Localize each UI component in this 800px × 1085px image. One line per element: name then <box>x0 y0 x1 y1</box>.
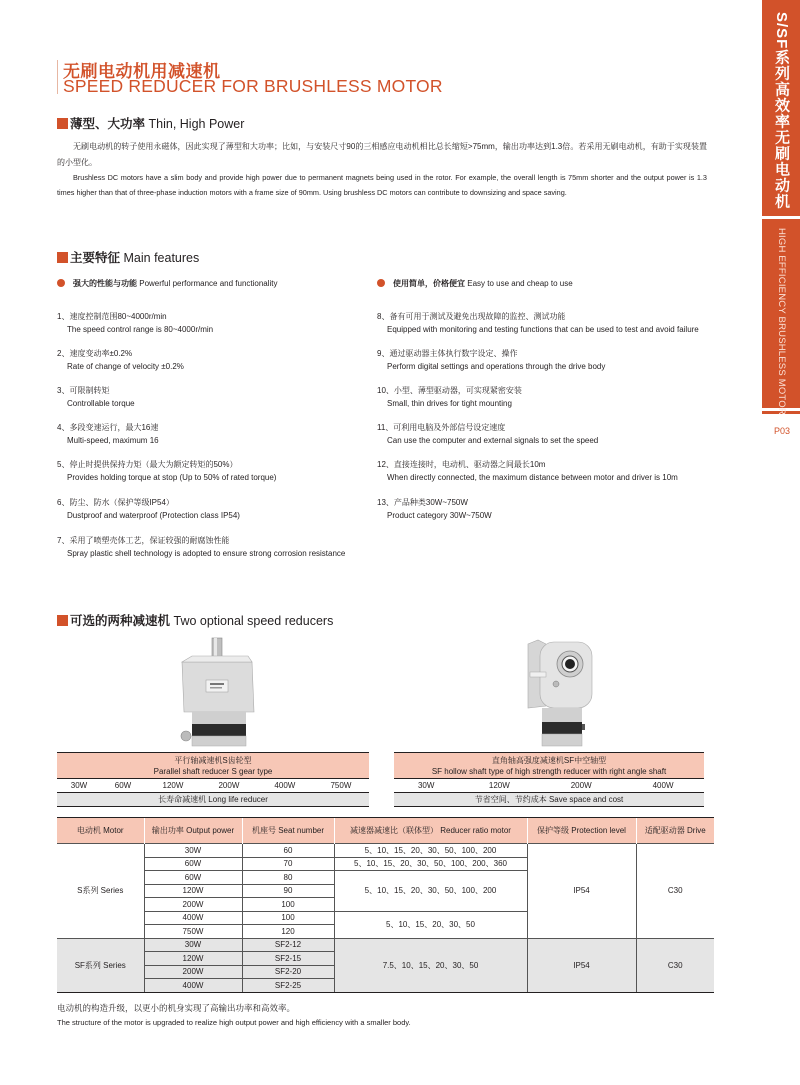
item-cn: 5、停止时提供保持力矩（最大为额定转矩的50%） <box>57 460 238 469</box>
s-type-title-cn: 平行轴减速机S齿轮型 <box>174 756 252 765</box>
power-cell: 750W <box>313 779 369 793</box>
sf-type-title-cn: 直角轴高强度减速机SF中空轴型 <box>491 756 607 765</box>
s-type-title-en: Parallel shaft reducer S gear type <box>153 767 273 776</box>
footer-note-cn: 电动机的构造升级，以更小的机身实现了高输出功率和高效率。 <box>57 1003 296 1013</box>
feature-group-right <box>377 278 573 289</box>
page-title-en: SPEED REDUCER FOR BRUSHLESS MOTOR <box>63 76 443 96</box>
feature-item <box>377 496 492 522</box>
protection-cell: IP54 <box>527 938 636 992</box>
feature-item <box>377 347 605 373</box>
ratio-cell: 5、10、15、20、30、50、100、200、360 <box>334 857 527 871</box>
seat-cell: SF2-25 <box>242 979 334 993</box>
item-en: Multi-speed, maximum 16 <box>67 436 159 445</box>
thin-power-paragraph <box>57 139 707 200</box>
square-bullet-icon <box>57 252 68 263</box>
item-en: Dustproof and waterproof (Protection class IP54) <box>67 511 240 520</box>
bullet-en: Powerful performance and functionality <box>139 279 278 288</box>
feature-item <box>57 496 240 522</box>
seat-cell: 90 <box>242 884 334 898</box>
power-cell: 120W <box>145 779 201 793</box>
power-cell: 60W <box>144 857 242 871</box>
power-cell: 200W <box>540 779 622 793</box>
spec-table <box>57 817 714 993</box>
circle-bullet-icon <box>57 279 65 287</box>
s-gear-reducer-image <box>170 636 270 751</box>
section-heading-reducers <box>57 611 333 629</box>
power-cell: 200W <box>144 898 242 912</box>
power-cell: 400W <box>257 779 313 793</box>
feature-item <box>377 310 699 336</box>
item-en: Product category 30W~750W <box>387 511 492 520</box>
seat-cell: 100 <box>242 911 334 925</box>
seat-cell: 120 <box>242 925 334 939</box>
power-cell: 200W <box>144 965 242 979</box>
item-cn: 7、采用了喷塑壳体工艺，保证较强的耐腐蚀性能 <box>57 536 230 545</box>
s-type-table <box>57 752 369 807</box>
page-number: P03 <box>773 426 790 436</box>
bullet-cn: 强大的性能与功能 <box>73 279 137 288</box>
item-cn: 3、可限制转矩 <box>57 386 110 395</box>
power-cell: 120W <box>144 952 242 966</box>
header-output-power: 输出功率 Output power <box>144 818 242 844</box>
square-bullet-icon <box>57 118 68 129</box>
seat-cell: 100 <box>242 898 334 912</box>
side-band-title-en: HIGH EFFICIENCY BRUSHLESS MOTOR <box>776 228 787 415</box>
circle-bullet-icon <box>377 279 385 287</box>
header-protection-level: 保护等级 Protection level <box>527 818 636 844</box>
table-header-row <box>57 818 714 844</box>
item-cn: 10、小型、薄型驱动器，可实现紧密安装 <box>377 386 522 395</box>
item-cn: 11、可利用电脑及外部信号设定速度 <box>377 423 506 432</box>
drive-cell: C30 <box>636 938 714 992</box>
power-cell: 60W <box>144 871 242 885</box>
title-divider <box>57 60 58 94</box>
bullet-en: Easy to use and cheap to use <box>467 279 573 288</box>
feature-item <box>377 458 678 484</box>
heading-cn: 可选的两种减速机 <box>70 614 171 628</box>
power-cell: 120W <box>458 779 540 793</box>
item-cn: 8、备有可用于测试及避免出现故障的监控、测试功能 <box>377 312 566 321</box>
power-cell: 30W <box>144 844 242 858</box>
feature-item <box>57 347 184 373</box>
ratio-cell: 5、10、15、20、30、50、100、200 <box>334 871 527 912</box>
item-en: Provides holding torque at stop (Up to 50% of rated torque) <box>67 473 277 482</box>
heading-en: Thin, High Power <box>148 117 245 131</box>
protection-cell: IP54 <box>527 844 636 939</box>
item-en: Perform digital settings and operations through the drive body <box>387 362 606 371</box>
seat-cell: SF2-15 <box>242 952 334 966</box>
feature-item <box>377 421 598 447</box>
feature-group-left <box>57 278 278 289</box>
power-cell: 400W <box>144 979 242 993</box>
sf-type-title-en: SF hollow shaft type of high strength reducer with right angle shaft <box>431 767 667 776</box>
ratio-cell: 5、10、15、20、30、50、100、200 <box>334 844 527 858</box>
item-en: Small, thin drives for tight mounting <box>387 399 512 408</box>
power-cell: 60W <box>101 779 145 793</box>
heading-cn: 薄型、大功率 <box>70 117 146 131</box>
paragraph-cn: 无刷电动机的转子使用永磁体，因此实现了薄型和大功率；比如，与安装尺寸90的三相感应电动机相比总长缩短>75mm，输出功率达到1.3倍。若采用无刷电动机，有助于实现装置的小型化。 <box>57 142 707 167</box>
header-drive: 适配驱动器 Drive <box>636 818 714 844</box>
heading-cn: 主要特征 <box>70 251 121 265</box>
power-cell: 30W <box>144 938 242 952</box>
side-band-title-cn: S/SF系列高效率无刷电动机 <box>773 12 790 210</box>
item-en: Spray plastic shell technology is adopted to ensure strong corrosion resistance <box>67 549 346 558</box>
ratio-cell: 7.5、10、15、20、30、50 <box>334 938 527 992</box>
item-en: The speed control range is 80~4000r/min <box>67 325 214 334</box>
feature-item <box>377 384 522 410</box>
header-reducer-ratio: 减速器减速比（联体型） Reducer ratio motor <box>334 818 527 844</box>
sf-type-table <box>394 752 704 807</box>
item-cn: 6、防尘、防水（保护等级IP54） <box>57 498 174 507</box>
item-cn: 12、直接连接时，电动机、驱动器之间最长10m <box>377 460 546 469</box>
feature-item <box>57 534 345 560</box>
header-seat-number: 机座号 Seat number <box>242 818 334 844</box>
table-row <box>57 844 714 858</box>
feature-item <box>57 310 213 336</box>
s-type-title <box>57 753 369 779</box>
item-cn: 4、多段变速运行，最大16速 <box>57 423 159 432</box>
sf-type-footer: 节省空间、节约成本 Save space and cost <box>394 793 704 807</box>
seat-cell: SF2-20 <box>242 965 334 979</box>
sf-type-title <box>394 753 704 779</box>
seat-cell: 60 <box>242 844 334 858</box>
footer-note-en: The structure of the motor is upgraded to realize high output power and high efficiency with a smaller body. <box>57 1018 411 1027</box>
square-bullet-icon <box>57 615 68 626</box>
feature-item <box>57 384 135 410</box>
power-cell: 120W <box>144 884 242 898</box>
item-en: Can use the computer and external signals to set the speed <box>387 436 599 445</box>
seat-cell: 70 <box>242 857 334 871</box>
power-cell: 30W <box>394 779 458 793</box>
bullet-cn: 使用简单，价格便宜 <box>393 279 465 288</box>
item-cn: 1、速度控制范围80~4000r/min <box>57 312 167 321</box>
ratio-cell: 5、10、15、20、30、50 <box>334 911 527 938</box>
feature-item <box>57 421 159 447</box>
power-cell: 400W <box>622 779 704 793</box>
section-heading-features <box>57 248 199 266</box>
power-cell: 200W <box>201 779 257 793</box>
heading-en: Main features <box>123 251 200 265</box>
seat-cell: SF2-12 <box>242 938 334 952</box>
sf-hollow-shaft-reducer-image <box>512 636 602 751</box>
item-en: Equipped with monitoring and testing functions that can be used to test and avoid failure <box>387 325 699 334</box>
item-cn: 9、通过驱动器主体执行数字设定、操作 <box>377 349 518 358</box>
item-en: When directly connected, the maximum distance between motor and driver is 10m <box>387 473 678 482</box>
series-name: SF系列 Series <box>57 938 144 992</box>
drive-cell: C30 <box>636 844 714 939</box>
item-cn: 2、速度变动率±0.2% <box>57 349 133 358</box>
power-cell: 30W <box>57 779 101 793</box>
power-cell: 750W <box>144 925 242 939</box>
series-name: S系列 Series <box>57 844 144 939</box>
s-type-footer: 长寿命减速机 Long life reducer <box>57 793 369 807</box>
item-cn: 13、产品种类30W~750W <box>377 498 468 507</box>
item-en: Rate of change of velocity ±0.2% <box>67 362 184 371</box>
table-row <box>57 938 714 952</box>
section-heading-thin <box>57 114 244 132</box>
item-en: Controllable torque <box>67 399 135 408</box>
seat-cell: 80 <box>242 871 334 885</box>
paragraph-en: Brushless DC motors have a slim body and provide high power due to permanent magnets being used in the rotor. For example, the overall length is 75mm shorter and the output power is 1.3 times higher than that of three-phase induction motors with a frame size of 90mm. Using brushless DC motors can contribute to downsizing and space saving. <box>57 173 707 197</box>
page-title-cn: 无刷电动机用减速机 <box>63 62 221 81</box>
header-motor: 电动机 Motor <box>57 818 144 844</box>
heading-en: Two optional speed reducers <box>173 614 334 628</box>
power-cell: 400W <box>144 911 242 925</box>
feature-item <box>57 458 276 484</box>
